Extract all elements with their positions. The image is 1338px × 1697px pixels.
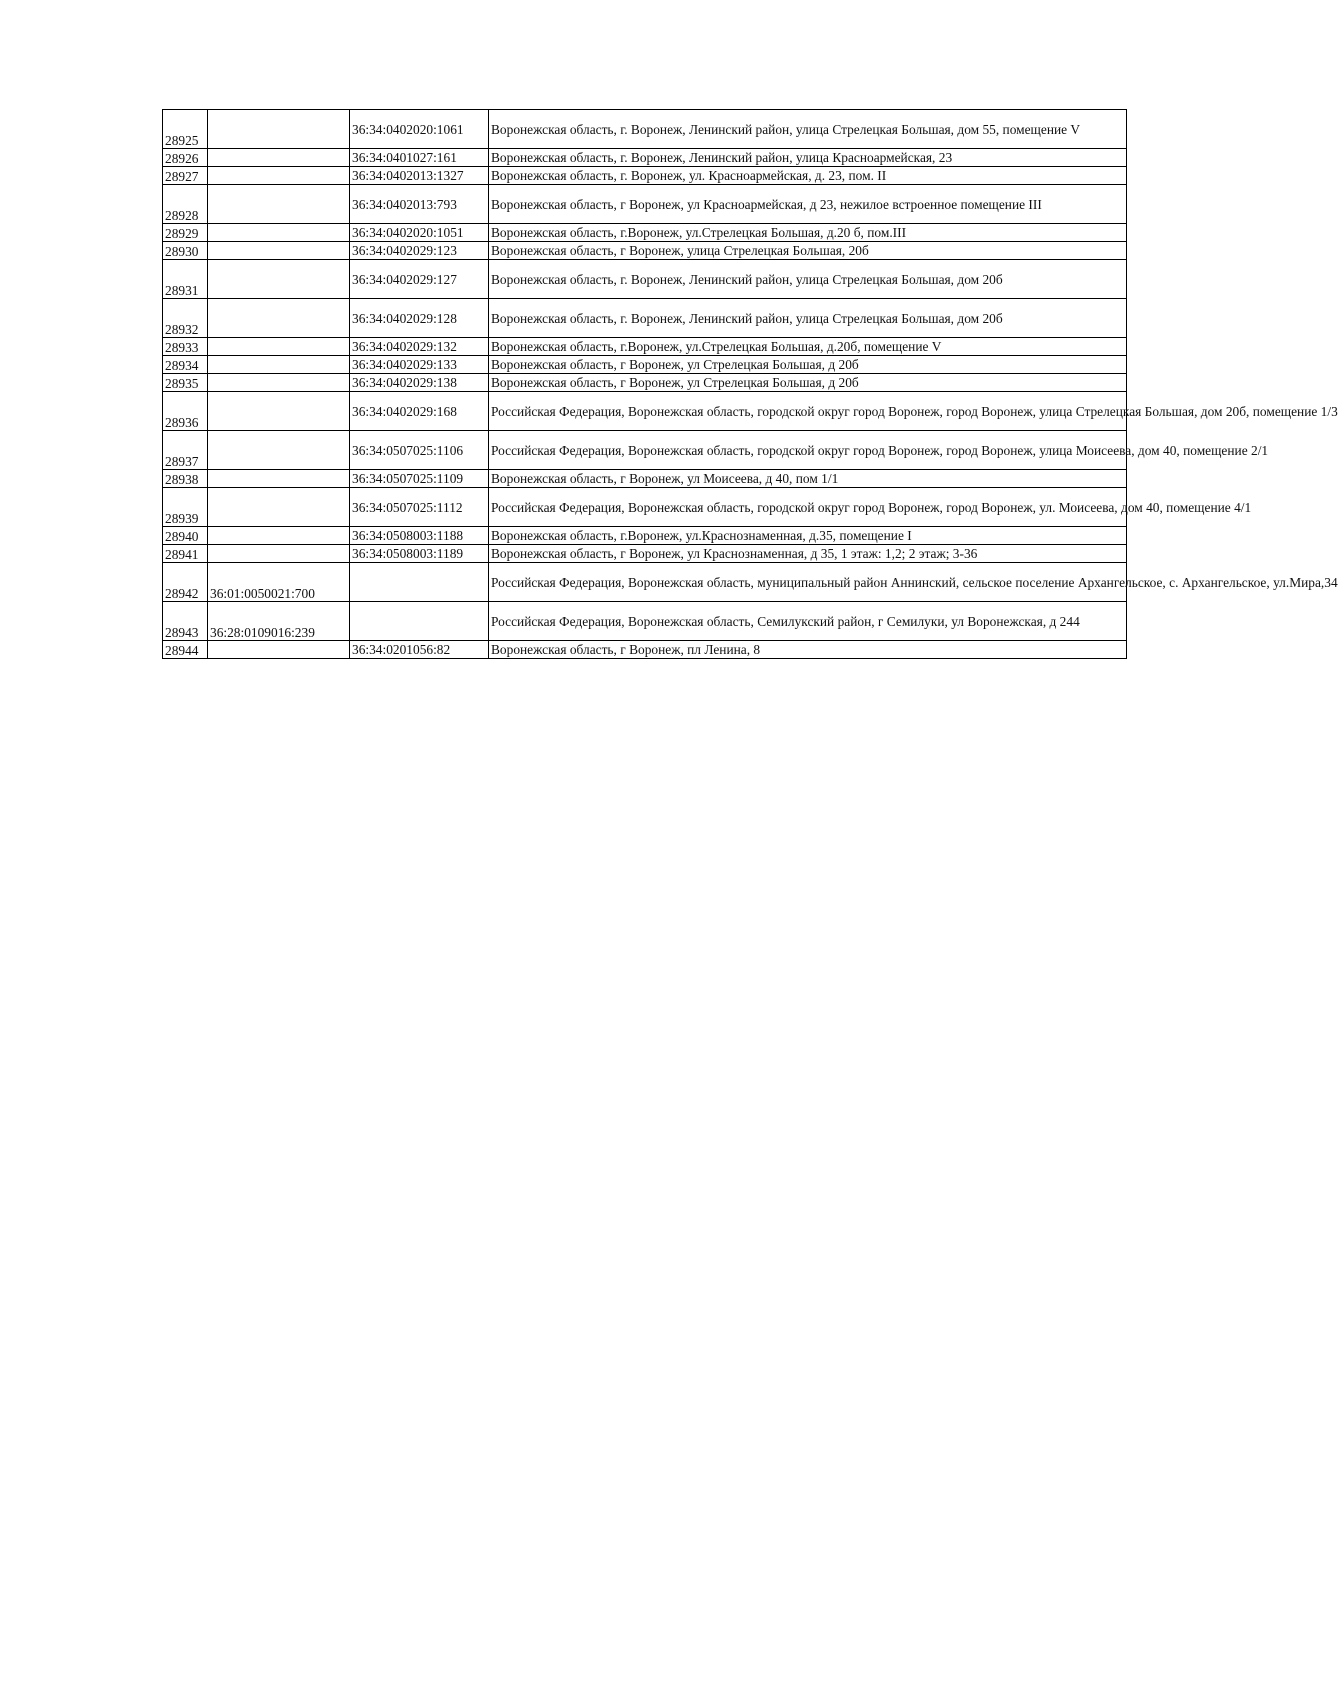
cadastral-number-building-cell: 36:34:0201056:82 (350, 641, 489, 659)
table-row (163, 167, 1127, 185)
cadastral-number-building-cell: 36:34:0402020:1061 (350, 110, 489, 149)
row-number-cell: 28927 (163, 167, 208, 185)
address-cell: Российская Федерация, Воронежская область, муниципальный район Аннинский, сельское поселение Архангельское, с. Архангельское, ул.Мира,34 (489, 563, 1127, 602)
row-number-cell: 28943 (163, 602, 208, 641)
cadastral-number-cell (208, 392, 350, 431)
cadastral-number-building-cell: 36:34:0507025:1106 (350, 431, 489, 470)
cadastral-number-building-cell: 36:34:0402029:132 (350, 338, 489, 356)
row-number-cell: 28940 (163, 527, 208, 545)
cadastral-number-building-cell: 36:34:0402029:127 (350, 260, 489, 299)
table-row (163, 374, 1127, 392)
table-row (163, 470, 1127, 488)
row-number-cell: 28939 (163, 488, 208, 527)
cadastral-number-building-cell (350, 563, 489, 602)
cadastral-number-cell (208, 167, 350, 185)
row-number-cell: 28942 (163, 563, 208, 602)
table-row (163, 527, 1127, 545)
cadastral-number-building-cell: 36:34:0402029:133 (350, 356, 489, 374)
cadastral-number-cell (208, 185, 350, 224)
address-cell: Воронежская область, г Воронеж, ул Стрелецкая Большая, д 20б (489, 374, 1127, 392)
cadastral-number-cell (208, 224, 350, 242)
table-row (163, 392, 1127, 431)
cadastral-number-cell (208, 242, 350, 260)
cadastral-number-cell: 36:01:0050021:700 (208, 563, 350, 602)
table-row (163, 338, 1127, 356)
row-number-cell: 28938 (163, 470, 208, 488)
table-row (163, 356, 1127, 374)
cadastral-number-building-cell: 36:34:0402013:793 (350, 185, 489, 224)
cadastral-number-cell (208, 641, 350, 659)
cadastral-number-building-cell: 36:34:0402029:168 (350, 392, 489, 431)
row-number-cell: 28944 (163, 641, 208, 659)
address-cell: Воронежская область, г.Воронеж, ул.Стрелецкая Большая, д.20 б, пом.III (489, 224, 1127, 242)
row-number-cell: 28933 (163, 338, 208, 356)
row-number-cell: 28925 (163, 110, 208, 149)
cadastral-number-cell (208, 110, 350, 149)
table-row (163, 224, 1127, 242)
cadastral-number-building-cell: 36:34:0508003:1189 (350, 545, 489, 563)
cadastral-number-cell (208, 299, 350, 338)
table-row (163, 488, 1127, 527)
cadastral-number-cell (208, 545, 350, 563)
address-cell: Воронежская область, г.Воронеж, ул.Краснознаменная, д.35, помещение I (489, 527, 1127, 545)
table-row (163, 602, 1127, 641)
row-number-cell: 28941 (163, 545, 208, 563)
address-cell: Воронежская область, г. Воронеж, Ленинский район, улица Красноармейская, 23 (489, 149, 1127, 167)
row-number-cell: 28930 (163, 242, 208, 260)
address-cell: Российская Федерация, Воронежская область, городской округ город Воронеж, город Воронеж, ул. Моисеева, дом 40, помещение 4/1 (489, 488, 1127, 527)
cadastral-number-cell (208, 431, 350, 470)
address-cell: Воронежская область, г Воронеж, ул Моисеева, д 40, пом 1/1 (489, 470, 1127, 488)
cadastral-number-cell (208, 470, 350, 488)
table-row (163, 149, 1127, 167)
table-row (163, 563, 1127, 602)
address-cell: Воронежская область, г. Воронеж, Ленинский район, улица Стрелецкая Большая, дом 55, помещение V (489, 110, 1127, 149)
row-number-cell: 28929 (163, 224, 208, 242)
address-cell: Российская Федерация, Воронежская область, городской округ город Воронеж, город Воронеж, улица Моисеева, дом 40, помещение 2/1 (489, 431, 1127, 470)
address-cell: Воронежская область, г. Воронеж, Ленинский район, улица Стрелецкая Большая, дом 20б (489, 299, 1127, 338)
address-cell: Воронежская область, г.Воронеж, ул.Стрелецкая Большая, д.20б, помещение V (489, 338, 1127, 356)
cadastral-number-cell (208, 356, 350, 374)
registry-table-body (163, 110, 1338, 659)
cadastral-number-cell (208, 488, 350, 527)
address-cell: Воронежская область, г. Воронеж, ул. Красноармейская, д. 23, пом. II (489, 167, 1127, 185)
cadastral-number-building-cell (350, 602, 489, 641)
cadastral-number-building-cell: 36:34:0508003:1188 (350, 527, 489, 545)
table-row (163, 431, 1127, 470)
address-cell: Воронежская область, г. Воронеж, Ленинский район, улица Стрелецкая Большая, дом 20б (489, 260, 1127, 299)
cadastral-number-building-cell: 36:34:0402029:128 (350, 299, 489, 338)
row-number-cell: 28937 (163, 431, 208, 470)
cadastral-number-building-cell: 36:34:0507025:1109 (350, 470, 489, 488)
row-number-cell: 28934 (163, 356, 208, 374)
registry-table (162, 109, 1338, 659)
cadastral-number-cell (208, 260, 350, 299)
address-cell: Воронежская область, г Воронеж, ул Краснознаменная, д 35, 1 этаж: 1,2; 2 этаж; 3-36 (489, 545, 1127, 563)
address-cell: Воронежская область, г Воронеж, ул Красноармейская, д 23, нежилое встроенное помещение III (489, 185, 1127, 224)
row-number-cell: 28931 (163, 260, 208, 299)
cadastral-number-cell (208, 149, 350, 167)
table-row (163, 299, 1127, 338)
table-row (163, 545, 1127, 563)
cadastral-number-cell: 36:28:0109016:239 (208, 602, 350, 641)
address-cell: Воронежская область, г Воронеж, улица Стрелецкая Большая, 20б (489, 242, 1127, 260)
cadastral-number-building-cell: 36:34:0402029:123 (350, 242, 489, 260)
cadastral-number-building-cell: 36:34:0507025:1112 (350, 488, 489, 527)
cadastral-number-cell (208, 338, 350, 356)
table-row (163, 110, 1127, 149)
table-row (163, 641, 1127, 659)
table-row (163, 260, 1127, 299)
cadastral-number-cell (208, 374, 350, 392)
row-number-cell: 28932 (163, 299, 208, 338)
address-cell: Воронежская область, г Воронеж, пл Ленина, 8 (489, 641, 1127, 659)
cadastral-number-building-cell: 36:34:0402013:1327 (350, 167, 489, 185)
address-cell: Воронежская область, г Воронеж, ул Стрелецкая Большая, д 20б (489, 356, 1127, 374)
row-number-cell: 28926 (163, 149, 208, 167)
cadastral-number-building-cell: 36:34:0402020:1051 (350, 224, 489, 242)
row-number-cell: 28935 (163, 374, 208, 392)
cadastral-number-building-cell: 36:34:0401027:161 (350, 149, 489, 167)
row-number-cell: 28928 (163, 185, 208, 224)
cadastral-number-building-cell: 36:34:0402029:138 (350, 374, 489, 392)
address-cell: Российская Федерация, Воронежская область, городской округ город Воронеж, город Воронеж, улица Стрелецкая Большая, дом 20б, помещение 1/3 (489, 392, 1127, 431)
table-row (163, 185, 1127, 224)
cadastral-number-cell (208, 527, 350, 545)
table-row (163, 242, 1127, 260)
address-cell: Российская Федерация, Воронежская область, Семилукский район, г Семилуки, ул Воронежская, д 244 (489, 602, 1127, 641)
row-number-cell: 28936 (163, 392, 208, 431)
